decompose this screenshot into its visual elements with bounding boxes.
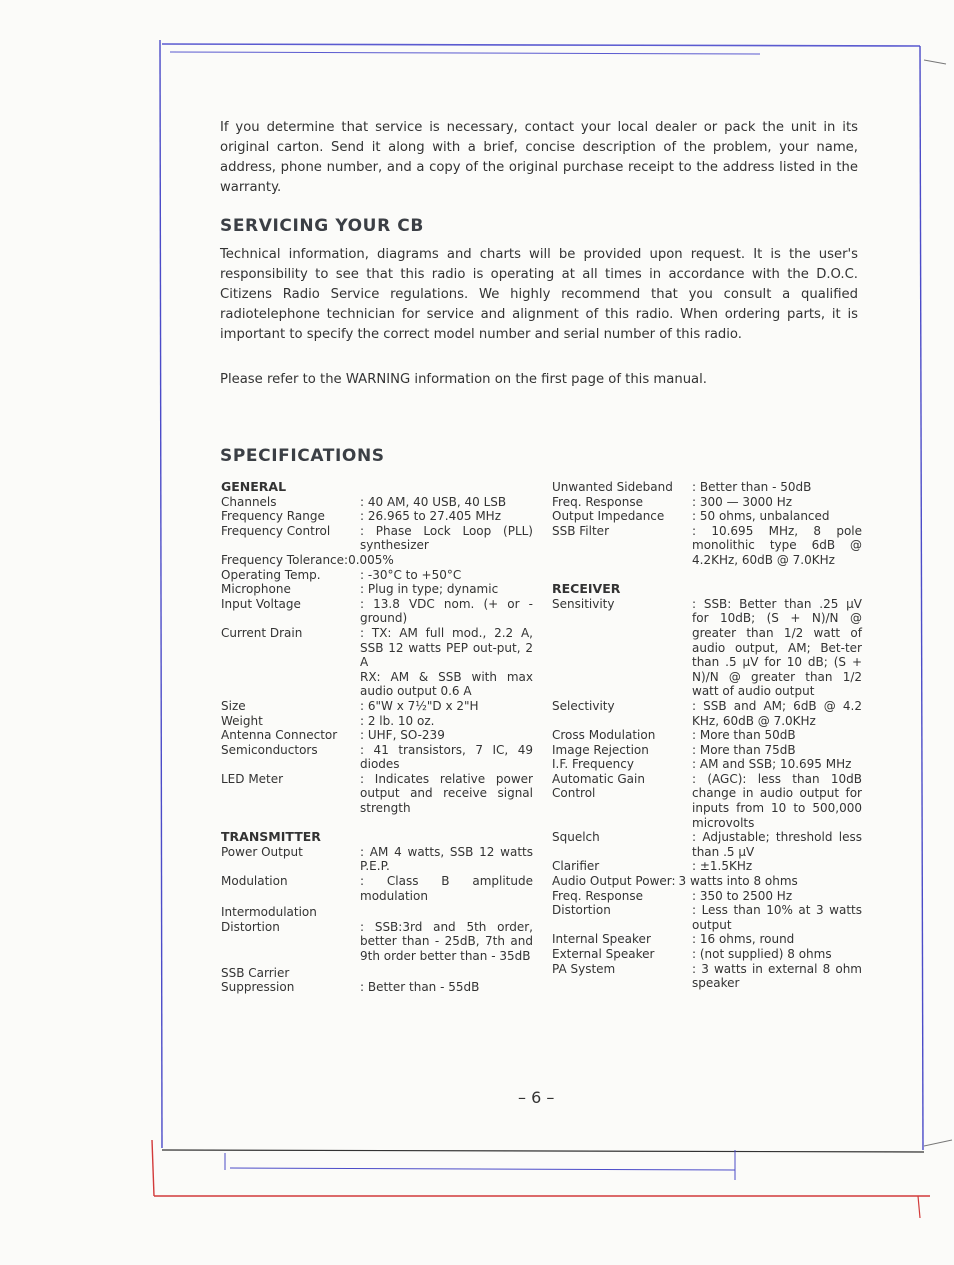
spec-value: : 16 ohms, round <box>692 932 795 947</box>
spec-value: : 3 watts in external 8 ohm speaker <box>692 961 862 991</box>
spec-value: : SSB:3rd and 5th order, better than - 25dB, 7th and 9th order better than - 35dB <box>360 919 533 963</box>
spec-row <box>221 568 533 583</box>
page-number: – 6 – <box>518 1088 555 1107</box>
spec-label <box>221 905 352 963</box>
spec-row <box>552 480 862 495</box>
spec-value: : 40 AM, 40 USB, 40 LSB <box>360 494 507 509</box>
specifications-heading: SPECIFICATIONS <box>220 446 385 466</box>
spec-row <box>221 553 533 568</box>
spec-label <box>221 966 352 995</box>
spec-row <box>221 626 533 699</box>
spec-label: External Speaker <box>552 947 655 961</box>
spec-label: Image Rejection <box>552 742 649 757</box>
spec-label: Clarifier <box>552 859 600 874</box>
spec-row <box>221 772 533 816</box>
spec-row <box>221 905 533 963</box>
spec-label: LED Meter <box>221 771 284 786</box>
spec-value: : Plug in type; dynamic <box>360 582 499 597</box>
spec-value: : Phase Lock Loop (PLL) synthesizer <box>360 523 533 553</box>
spec-value: : Adjustable; threshold less than .5 µV <box>692 830 862 859</box>
intermod-label-1: Intermodulation <box>221 905 317 920</box>
spec-label: Input Voltage <box>221 596 301 611</box>
spec-value <box>352 626 533 699</box>
carrier-label-1: SSB Carrier <box>221 965 290 980</box>
spec-row <box>221 845 533 874</box>
spec-row <box>552 743 862 758</box>
current-drain-tx: : TX: AM full mod., 2.2 A, SSB 12 watts PEP out-put, 2 A <box>360 625 533 670</box>
spec-value: : More than 75dB <box>692 742 796 757</box>
spec-label: Frequency Control <box>221 523 331 538</box>
spec-label: Unwanted Sideband <box>552 480 673 494</box>
spec-label: Current Drain <box>221 625 303 640</box>
spec-value: : Class B amplitude modulation <box>360 874 533 903</box>
warning-note: Please refer to the WARNING information on the first page of this manual. <box>220 372 707 387</box>
spec-row <box>552 830 862 859</box>
spec-row <box>552 524 862 568</box>
spec-label: Squelch <box>552 830 600 845</box>
spec-label: I.F. Frequency <box>552 757 634 772</box>
current-drain-rx: RX: AM & SSB with max audio output 0.6 A <box>360 669 533 699</box>
spec-label: PA System <box>552 961 616 976</box>
spec-row <box>221 874 533 903</box>
specs-left-column <box>221 480 533 995</box>
spec-label: SSB Filter <box>552 523 609 538</box>
spec-value: : (not supplied) 8 ohms <box>692 947 832 961</box>
spec-value: 3 watts into 8 ohms <box>678 874 798 889</box>
spec-label: Modulation <box>221 874 288 889</box>
transmitter-subheading: TRANSMITTER <box>221 829 321 845</box>
spec-value: : Less than 10% at 3 watts output <box>692 903 862 932</box>
spec-row <box>221 714 533 729</box>
spec-label <box>552 772 684 830</box>
spec-label: Distortion <box>552 903 611 918</box>
spec-label: Frequency Tolerance: <box>221 552 349 567</box>
spec-label: Freq. Response <box>552 888 643 903</box>
spec-label: Semiconductors <box>221 742 318 757</box>
spec-value: : 10.695 MHz, 8 pole monolithic type 6dB @ 4.2KHz, 60dB @ 7.0KHz <box>692 523 862 567</box>
spec-value: : Indicates relative power output and receive signal strength <box>360 771 533 816</box>
spec-value: 0.005% <box>348 552 394 567</box>
spec-row <box>221 582 533 597</box>
spec-row <box>221 728 533 743</box>
spec-row <box>552 757 862 772</box>
spec-value: : (AGC): less than 10dB change in audio output for inputs from 10 to 500,000 microvolts <box>692 771 862 830</box>
spec-label: Cross Modulation <box>552 728 656 743</box>
spec-row <box>221 509 533 524</box>
spec-row <box>221 743 533 772</box>
spec-row <box>221 524 533 553</box>
spec-label: Power Output <box>221 844 303 859</box>
spec-label: Operating Temp. <box>221 567 321 582</box>
spec-value: : 350 to 2500 Hz <box>692 888 793 903</box>
spec-row <box>552 962 862 991</box>
specs-right-column <box>552 480 862 991</box>
spec-label: Audio Output Power: <box>552 874 676 889</box>
agc-label-2: Control <box>552 786 596 801</box>
spec-value: : 41 transistors, 7 IC, 49 diodes <box>360 742 533 772</box>
spec-row <box>221 495 533 510</box>
spec-value: : 300 — 3000 Hz <box>692 494 793 509</box>
spec-value: : Better than - 55dB <box>360 980 480 995</box>
spec-value: : -30°C to +50°C <box>360 567 462 582</box>
spec-row <box>552 859 862 874</box>
spec-row <box>221 966 533 995</box>
spec-row <box>552 772 862 830</box>
receiver-subheading: RECEIVER <box>552 581 621 597</box>
spec-label: Microphone <box>221 582 291 597</box>
intro-paragraph: If you determine that service is necessary, contact your local dealer or pack the unit in its original carton. Send it along with a brief, concise description of the problem, your name, address, phone number, and a copy of the original purchase receipt to the address listed in the warranty. <box>220 120 858 195</box>
spec-value: : ±1.5KHz <box>692 859 753 874</box>
spec-label: Internal Speaker <box>552 932 651 947</box>
spec-row <box>552 889 862 904</box>
spec-label: Channels <box>221 494 277 509</box>
spec-label: Frequency Range <box>221 509 325 524</box>
spec-label: Sensitivity <box>552 596 615 611</box>
spec-row <box>552 699 862 728</box>
spec-label: Size <box>221 698 246 713</box>
spec-value: : AM 4 watts, SSB 12 watts P.E.P. <box>360 844 533 874</box>
spec-label: Selectivity <box>552 698 615 713</box>
spec-label: Antenna Connector <box>221 728 338 743</box>
spec-value: : 6"W x 7½"D x 2"H <box>360 698 479 713</box>
spec-value: : UHF, SO-239 <box>360 728 445 743</box>
intermod-label-2: Distortion <box>221 919 280 934</box>
general-subheading: GENERAL <box>221 479 287 494</box>
carrier-label-2: Suppression <box>221 980 295 995</box>
spec-value: : SSB: Better than .25 µV for 10dB; (S + N)/N @ greater than 1/2 watt of audio output, AM; Bet-ter than .5 µV for 10 dB; (S + N)/N @ greater than 1/2 watt of audio output <box>692 596 862 699</box>
spec-value: : AM and SSB; 10.695 MHz <box>692 757 852 772</box>
spec-row <box>552 932 862 947</box>
spec-value: : Better than - 50dB <box>692 480 812 494</box>
spec-value: : 50 ohms, unbalanced <box>692 509 830 524</box>
spec-value: : SSB and AM; 6dB @ 4.2 KHz, 60dB @ 7.0KHz <box>692 698 862 728</box>
spec-row <box>552 947 862 962</box>
servicing-paragraph: Technical information, diagrams and charts will be provided upon request. It is the user's responsibility to see that this radio is operating at all times in accordance with the D.O.C. Citizens Radio Service regulations. We highly recommend that you consult a qualified radiotelephone technician for service and alignment of this radio. When ordering parts, it is important to specify the correct model number and serial number of this radio. <box>220 247 858 342</box>
spec-row <box>552 728 862 743</box>
spec-value: : 26.965 to 27.405 MHz <box>360 509 501 524</box>
spec-row <box>552 903 862 932</box>
servicing-heading: SERVICING YOUR CB <box>220 216 424 236</box>
spec-value: : 13.8 VDC nom. (+ or - ground) <box>360 596 533 626</box>
spec-row <box>552 874 862 889</box>
spec-label: Weight <box>221 713 263 728</box>
spec-row <box>552 495 862 510</box>
spec-row <box>552 509 862 524</box>
spec-row <box>552 597 862 699</box>
spec-label: Freq. Response <box>552 494 643 509</box>
spec-row <box>221 699 533 714</box>
spec-label: Output Impedance <box>552 509 665 524</box>
agc-label-1: Automatic Gain <box>552 771 645 786</box>
spec-value: : More than 50dB <box>692 728 796 743</box>
spec-value: : 2 lb. 10 oz. <box>360 713 435 728</box>
spec-row <box>221 597 533 626</box>
